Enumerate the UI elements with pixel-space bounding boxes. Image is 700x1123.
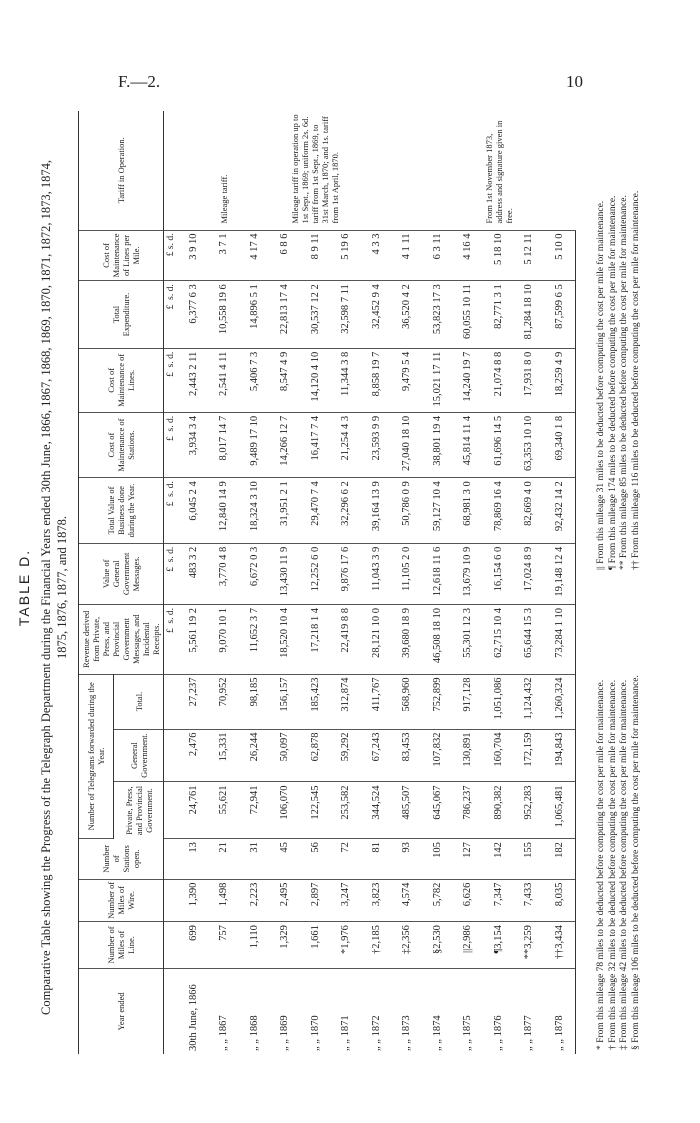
cell-cost-stations: 21,254 4 3: [331, 412, 362, 477]
table-row: [239, 111, 270, 1054]
cell-miles-line: 1,110: [239, 922, 270, 969]
units-per-mile: £ s. d.: [164, 230, 179, 281]
cell-total: 411,767: [361, 674, 392, 729]
cell-per-mile: 4 1 11: [392, 230, 423, 281]
cell-total: 1,124,432: [514, 674, 545, 729]
table-label: TABLE D.: [16, 548, 32, 627]
cell-value-gov: 13,679 10 9: [453, 543, 484, 604]
cell-year: „ „ 1876: [492, 1015, 504, 1051]
cell-miles-wire: 5,782: [422, 879, 453, 922]
cell-miles-wire: 1,390: [178, 879, 209, 922]
footnote: || From this mileage 31 miles to be deducted before computing the cost per mile for maintenance.: [596, 200, 606, 570]
cell-revenue: 9,070 10 1: [209, 604, 240, 674]
cell-miles-line: 1,661: [300, 922, 331, 969]
cell-general: 2,476: [178, 729, 209, 782]
cell-miles-line: ‡2,356: [392, 922, 423, 969]
cell-year: „ „ 1870: [309, 1015, 321, 1051]
cell-stations: 155: [514, 839, 545, 879]
cell-total: 185,423: [300, 674, 331, 729]
cell-miles-wire: 6,626: [453, 879, 484, 922]
cell-revenue: 62,715 10 4: [483, 604, 514, 674]
cell-per-mile: 4 17 4: [239, 230, 270, 281]
cell-total: 917,128: [453, 674, 484, 729]
header-tariff: Tariff in Operation.: [79, 111, 164, 230]
cell-expenditure: 82,771 3 1: [483, 281, 514, 348]
units-cost-stations: £ s. d.: [164, 412, 179, 477]
cell-total: 312,874: [331, 674, 362, 729]
header-miles-wire: Number of Miles of Wire.: [79, 879, 164, 922]
cell-private: 952,283: [514, 782, 545, 839]
cell-private: 253,582: [331, 782, 362, 839]
cell-total-value: 31,951 2 1: [270, 478, 301, 543]
cell-general: 83,453: [392, 729, 423, 782]
cell-cost-stations: 14,266 12 7: [270, 412, 301, 477]
footnote: ¶ From this mileage 174 miles to be deducted before computing the cost per mile for maintenance.: [607, 195, 618, 570]
cell-value-gov: 3,770 4 8: [209, 543, 240, 604]
footnote: † From this mileage 32 miles to be deducted before computing the cost per mile for maintenance.: [607, 679, 618, 1050]
cell-per-mile: 3 7 1: [209, 230, 240, 281]
header-private: Private, Press, and Provincial Government.: [114, 782, 164, 839]
cell-miles-wire: 4,574: [392, 879, 423, 922]
table-row: [331, 111, 362, 1054]
cell-cost-lines: 8,547 4 9: [270, 348, 301, 412]
cell-cost-lines: 9,479 5 4: [392, 348, 423, 412]
cell-miles-line: 699: [178, 922, 209, 969]
cell-private: 786,237: [453, 782, 484, 839]
cell-cost-stations: 69,340 1 8: [544, 412, 575, 477]
cell-year: 30th June, 1866: [187, 984, 199, 1051]
cell-general: 160,704: [483, 729, 514, 782]
header-telegrams-group: Number of Telegrams forwarded during the Year.: [79, 674, 114, 839]
cell-stations: 21: [209, 839, 240, 879]
cell-value-gov: 11,043 3 9: [361, 543, 392, 604]
cell-expenditure: 32,452 9 4: [361, 281, 392, 348]
cell-expenditure: 6,377 6 3: [178, 281, 209, 348]
cell-cost-lines: 11,344 3 8: [331, 348, 362, 412]
cell-private: 485,507: [392, 782, 423, 839]
cell-per-mile: 4 16 4: [453, 230, 484, 281]
cell-cost-lines: 14,240 19 7: [453, 348, 484, 412]
header-cost-lines: Cost of Maintenance of Lines.: [79, 348, 164, 412]
cell-stations: 182: [544, 839, 575, 879]
cell-cost-stations: 16,417 7 4: [300, 412, 331, 477]
cell-per-mile: 3 9 10: [178, 230, 209, 281]
cell-general: 194,843: [544, 729, 575, 782]
cell-revenue: 18,520 10 4: [270, 604, 301, 674]
cell-value-gov: 11,105 2 0: [392, 543, 423, 604]
cell-year: „ „ 1874: [431, 1015, 443, 1051]
comparative-table: [78, 111, 576, 1054]
cell-total-value: 82,669 4 0: [514, 478, 545, 543]
header-miles-line: Number of Miles of Line.: [79, 922, 164, 969]
cell-private: 344,524: [361, 782, 392, 839]
table-row: [270, 111, 301, 1054]
cell-total: 70,952: [209, 674, 240, 729]
cell-stations: 31: [239, 839, 270, 879]
cell-total: 568,960: [392, 674, 423, 729]
cell-cost-stations: 27,040 18 10: [392, 412, 423, 477]
cell-expenditure: 53,823 17 3: [422, 281, 453, 348]
cell-per-mile: 5 10 0: [544, 230, 575, 281]
cell-general: 26,244: [239, 729, 270, 782]
cell-stations: 13: [178, 839, 209, 879]
cell-miles-line: 1,329: [270, 922, 301, 969]
header-stations: Number of Stations open.: [79, 839, 164, 879]
cell-miles-wire: 7,433: [514, 879, 545, 922]
cell-miles-line: **3,259: [514, 922, 545, 969]
cell-stations: 142: [483, 839, 514, 879]
cell-miles-line: †2,185: [361, 922, 392, 969]
cell-year: „ „ 1877: [523, 1015, 535, 1051]
cell-revenue: 17,218 1 4: [300, 604, 331, 674]
cell-revenue: 39,680 18 9: [392, 604, 423, 674]
cell-expenditure: 32,598 7 11: [331, 281, 362, 348]
units-row: [164, 111, 179, 1054]
cell-cost-stations: 23,593 9 9: [361, 412, 392, 477]
cell-expenditure: 10,558 19 6: [209, 281, 240, 348]
header-expenditure: Total Expenditure.: [79, 281, 164, 348]
cell-general: 62,878: [300, 729, 331, 782]
cell-year: „ „ 1869: [279, 1015, 291, 1051]
cell-total-value: 29,470 7 4: [300, 478, 331, 543]
cell-total: 27,237: [178, 674, 209, 729]
rotated-table-area: [16, 85, 656, 1090]
cell-year: „ „ 1873: [401, 1015, 413, 1051]
cell-cost-lines: 5,406 7 3: [239, 348, 270, 412]
cell-miles-line: ||2,986: [453, 922, 484, 969]
table-row: [300, 111, 331, 1054]
cell-miles-wire: 2,223: [239, 879, 270, 922]
cell-tariff: Mileage tariff in operation up to 1st Sept., 1869; uniform 2s. 6d. tariff from 1st Sept., 1869, to 31st March, 1870; and 1s. tariff from 1st April, 1870.: [270, 111, 362, 230]
units-value-gov: £ s. d.: [164, 543, 179, 604]
table-row: [209, 111, 240, 1054]
cell-cost-stations: 45,814 11 4: [453, 412, 484, 477]
table-row: [514, 111, 545, 1054]
header-year: Year ended: [79, 968, 164, 1054]
table-row: [361, 111, 392, 1054]
cell-total-value: 32,296 6 2: [331, 478, 362, 543]
header-value-gov: Value of General Government Messages.: [79, 543, 164, 604]
cell-general: 59,292: [331, 729, 362, 782]
cell-private: 24,761: [178, 782, 209, 839]
cell-year: „ „ 1878: [544, 968, 575, 1054]
cell-cost-lines: 15,021 17 11: [422, 348, 453, 412]
cell-value-gov: 12,618 11 6: [422, 543, 453, 604]
cell-total-value: 92,432 14 2: [544, 478, 575, 543]
cell-stations: 127: [453, 839, 484, 879]
cell-tariff-empty: [392, 111, 423, 230]
cell-per-mile: 6 3 11: [422, 230, 453, 281]
page-number: 10: [566, 72, 583, 91]
cell-per-mile: 8 9 11: [300, 230, 331, 281]
cell-value-gov: 6,672 0 3: [239, 543, 270, 604]
cell-private: 72,941: [239, 782, 270, 839]
cell-year: „ „ 1867: [218, 1015, 230, 1051]
cell-tariff: From 1st November 1873, address and signature given in free.: [422, 111, 575, 230]
table-row: [483, 111, 514, 1054]
cell-miles-wire: 3,823: [361, 879, 392, 922]
cell-revenue: 5,561 19 2: [178, 604, 209, 674]
cell-expenditure: 22,813 17 4: [270, 281, 301, 348]
cell-cost-stations: 3,934 3 4: [178, 412, 209, 477]
cell-general: 50,097: [270, 729, 301, 782]
units-total-value: £ s. d.: [164, 478, 179, 543]
cell-per-mile: 5 12 11: [514, 230, 545, 281]
header-total: Total.: [114, 674, 164, 729]
table-row: [178, 111, 209, 1054]
cell-miles-line: §2,530: [422, 922, 453, 969]
cell-general: 67,243: [361, 729, 392, 782]
cell-value-gov: 19,148 12 4: [544, 543, 575, 604]
cell-total: 752,899: [422, 674, 453, 729]
cell-stations: 93: [392, 839, 423, 879]
cell-stations: 72: [331, 839, 362, 879]
cell-value-gov: 17,024 8 9: [514, 543, 545, 604]
cell-revenue: 11,652 3 7: [239, 604, 270, 674]
footnotes-right: [596, 191, 642, 570]
cell-cost-lines: 8,858 19 7: [361, 348, 392, 412]
table-row: [392, 111, 423, 1054]
units-expenditure: £ s. d.: [164, 281, 179, 348]
table-row: [544, 111, 575, 1054]
cell-cost-lines: 18,259 4 9: [544, 348, 575, 412]
cell-total-value: 18,324 3 10: [239, 478, 270, 543]
cell-value-gov: 483 3 2: [178, 543, 209, 604]
cell-miles-line: ¶3,154: [483, 922, 514, 969]
cell-value-gov: 12,252 6 0: [300, 543, 331, 604]
cell-expenditure: 60,055 10 11: [453, 281, 484, 348]
cell-per-mile: 5 18 10: [483, 230, 514, 281]
footnote: ** From this mileage 85 miles to be deducted before computing the cost per mile for maintenance.: [619, 195, 629, 570]
footnote: * From this mileage 78 miles to be deducted before computing the cost per mile for maintenance.: [596, 679, 606, 1050]
cell-cost-stations: 61,696 14 5: [483, 412, 514, 477]
cell-year: „ „ 1871: [340, 1015, 352, 1051]
cell-tariff-empty: [361, 111, 392, 230]
cell-revenue: 28,121 10 0: [361, 604, 392, 674]
header-general: General Government.: [114, 729, 164, 782]
cell-value-gov: 16,154 6 0: [483, 543, 514, 604]
cell-miles-wire: 1,498: [209, 879, 240, 922]
cell-revenue: 73,284 1 10: [544, 604, 575, 674]
cell-cost-lines: 14,120 4 10: [300, 348, 331, 412]
cell-total-value: 12,840 14 9: [209, 478, 240, 543]
footnote: § From this mileage 106 miles to be deducted before computing the cost per mile for maintenance.: [630, 675, 641, 1050]
cell-general: 107,832: [422, 729, 453, 782]
cell-cost-stations: 9,489 17 10: [239, 412, 270, 477]
cell-stations: 56: [300, 839, 331, 879]
cell-general: 130,891: [453, 729, 484, 782]
footnotes-left: [596, 675, 642, 1050]
cell-private: 106,070: [270, 782, 301, 839]
units-cost-lines: £ s. d.: [164, 348, 179, 412]
cell-private: 645,067: [422, 782, 453, 839]
cell-total-value: 50,786 0 9: [392, 478, 423, 543]
cell-stations: 45: [270, 839, 301, 879]
header-cost-per-mile: Cost of Maintenance of Lines per Mile.: [79, 230, 164, 281]
cell-stations: 81: [361, 839, 392, 879]
cell-private: 122,545: [300, 782, 331, 839]
cell-general: 172,159: [514, 729, 545, 782]
header-total-value: Total Value of Business done during the Year.: [79, 478, 164, 543]
cell-miles-line: ††3,434: [544, 922, 575, 969]
cell-per-mile: 5 19 6: [331, 230, 362, 281]
cell-cost-lines: 21,074 8 8: [483, 348, 514, 412]
units-revenue: £ s. d.: [164, 604, 179, 674]
cell-private: 1,065,481: [544, 782, 575, 839]
cell-revenue: 46,508 18 10: [422, 604, 453, 674]
cell-total-value: 39,164 13 9: [361, 478, 392, 543]
footnote: †† From this mileage 116 miles to be deducted before computing the cost per mile for maintenance.: [630, 190, 641, 570]
footnote: ‡ From this mileage 42 miles to be deducted before computing the cost per mile for maintenance.: [619, 679, 629, 1050]
cell-revenue: 22,419 8 8: [331, 604, 362, 674]
cell-expenditure: 14,896 5 1: [239, 281, 270, 348]
cell-private: 890,382: [483, 782, 514, 839]
cell-miles-line: 757: [209, 922, 240, 969]
cell-total-value: 68,981 3 0: [453, 478, 484, 543]
cell-total: 1,260,324: [544, 674, 575, 729]
cell-private: 55,621: [209, 782, 240, 839]
cell-year: „ „ 1875: [462, 1015, 474, 1051]
table-row: [422, 111, 453, 1054]
cell-cost-stations: 63,353 10 10: [514, 412, 545, 477]
cell-miles-wire: 3,247: [331, 879, 362, 922]
cell-cost-lines: 17,931 8 0: [514, 348, 545, 412]
table-title: Comparative Table showing the Progress of the Telegraph Department during the Financial Years ended 30th June, 1866, 1867, 1868, 1869, 1870, 1871, 1872, 1873, 1874, 1875, 1876, 1877, and 1878.: [39, 160, 69, 1015]
cell-cost-stations: 38,801 19 4: [422, 412, 453, 477]
cell-total-value: 6,045 2 4: [178, 478, 209, 543]
cell-expenditure: 30,537 12 2: [300, 281, 331, 348]
cell-miles-wire: 7,347: [483, 879, 514, 922]
cell-total: 98,185: [239, 674, 270, 729]
cell-miles-line: *1,976: [331, 922, 362, 969]
page-reference: F.—2.: [118, 72, 161, 91]
cell-stations: 105: [422, 839, 453, 879]
cell-total: 1,051,086: [483, 674, 514, 729]
cell-expenditure: 36,520 4 2: [392, 281, 423, 348]
cell-miles-wire: 2,495: [270, 879, 301, 922]
cell-cost-lines: 2,443 2 11: [178, 348, 209, 412]
table-body: [164, 111, 576, 1054]
cell-value-gov: 9,876 17 6: [331, 543, 362, 604]
table-row: [453, 111, 484, 1054]
cell-general: 15,331: [209, 729, 240, 782]
header-cost-stations: Cost of Maintenance of Stations.: [79, 412, 164, 477]
cell-revenue: 55,301 12 3: [453, 604, 484, 674]
cell-cost-stations: 8,017 14 7: [209, 412, 240, 477]
cell-value-gov: 13,430 11 9: [270, 543, 301, 604]
cell-per-mile: 4 3 3: [361, 230, 392, 281]
cell-year: „ „ 1868: [248, 1015, 260, 1051]
cell-year: „ „ 1872: [370, 1015, 382, 1051]
cell-per-mile: 6 8 6: [270, 230, 301, 281]
cell-revenue: 65,644 15 3: [514, 604, 545, 674]
cell-total: 156,157: [270, 674, 301, 729]
cell-cost-lines: 2,541 4 11: [209, 348, 240, 412]
cell-miles-wire: 8,035: [544, 879, 575, 922]
cell-expenditure: 87,599 6 5: [544, 281, 575, 348]
cell-miles-wire: 2,897: [300, 879, 331, 922]
cell-expenditure: 81,284 18 10: [514, 281, 545, 348]
header-revenue: Revenue derived from Private, Press, and Provincial Government Messages, and Incidental Receipts.: [79, 604, 164, 674]
cell-total-value: 59,127 10 4: [422, 478, 453, 543]
cell-total-value: 78,869 16 4: [483, 478, 514, 543]
cell-tariff: Mileage tariff.: [178, 111, 270, 230]
